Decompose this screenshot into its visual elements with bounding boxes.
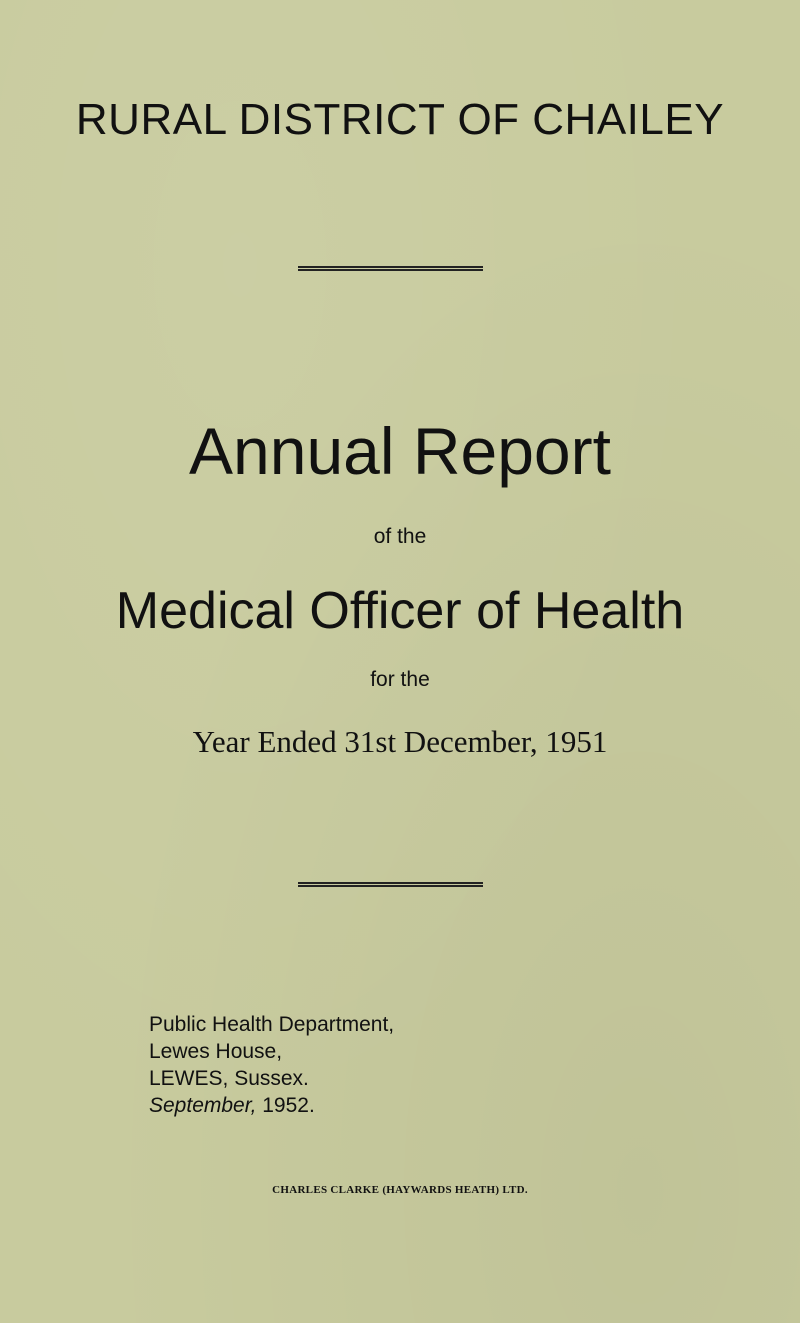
officer-title: Medical Officer of Health xyxy=(115,582,685,640)
address-date xyxy=(149,1092,394,1119)
address-house: Lewes House, xyxy=(149,1040,283,1063)
report-title: Annual Report xyxy=(189,414,611,488)
date-year: 1952. xyxy=(262,1094,315,1117)
of-the-text: of the xyxy=(373,525,427,548)
for-the-text: for the xyxy=(370,668,430,691)
district-title: RURAL DISTRICT OF CHAILEY xyxy=(75,95,725,144)
address-department: Public Health Department, xyxy=(149,1013,395,1036)
printer-imprint: CHARLES CLARKE (HAYWARDS HEATH) LTD. xyxy=(272,1184,528,1196)
top-double-rule xyxy=(298,266,483,271)
address-town: LEWES, Sussex. xyxy=(149,1067,309,1090)
date-month: September, xyxy=(149,1094,257,1117)
year-line: Year Ended 31st December, 1951 xyxy=(192,724,608,759)
bottom-double-rule xyxy=(298,882,483,887)
address-block xyxy=(149,1011,394,1119)
